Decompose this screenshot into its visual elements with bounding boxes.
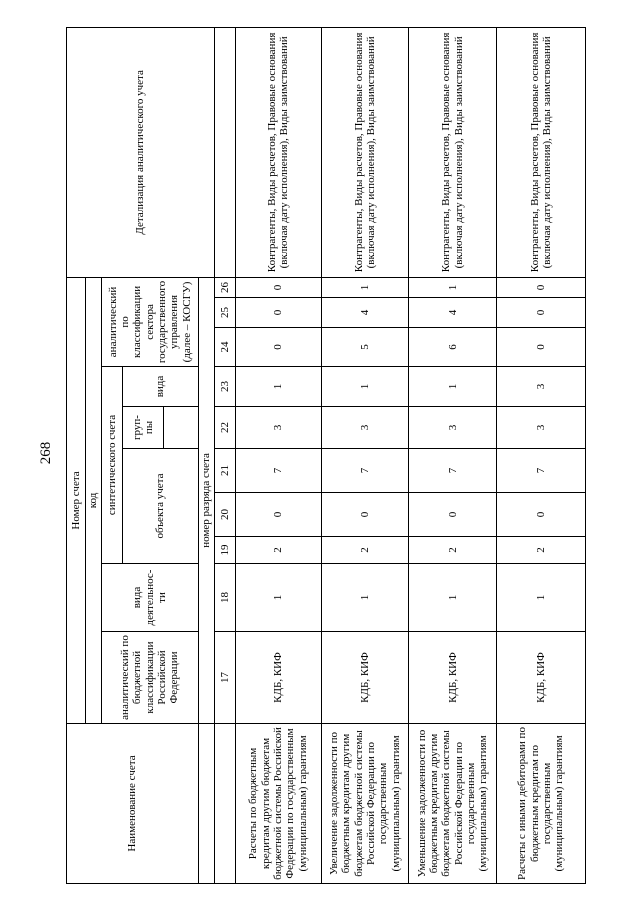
value-cell: КДБ, КИФ	[497, 632, 586, 724]
header-account-name: Наименование счета	[67, 724, 199, 884]
header-analytic-budget: аналитический по бюджетной классификации Российской Федерации	[101, 632, 198, 724]
header-account-number: Номер счета	[67, 277, 86, 723]
analytic-detail: Контрагенты, Виды расчетов, Правовые основания (включая дату исполнения), Виды заимствований	[497, 27, 586, 277]
value-cell: 0	[235, 493, 321, 537]
table-row	[497, 27, 586, 883]
value-cell: 0	[497, 328, 586, 367]
account-name: Расчеты с иными дебиторами по бюджетным кредитам по государственным (муниципальным) гарантиям	[497, 724, 586, 884]
value-cell: 1	[409, 564, 497, 632]
value-cell: 0	[497, 277, 586, 297]
digit-label: 21	[214, 449, 235, 493]
page-number: 268	[38, 441, 54, 465]
header-account-object: объекта учета	[122, 449, 198, 564]
header-analytic-kosgu: аналитический по классификации сектора государственного управления (далее – КОСГУ)	[101, 277, 198, 366]
table-row	[409, 27, 497, 883]
table-row	[235, 27, 321, 883]
digit-label: 24	[214, 328, 235, 367]
value-cell: 2	[321, 537, 409, 564]
value-cell: 3	[409, 407, 497, 449]
value-cell: КДБ, КИФ	[321, 632, 409, 724]
value-cell: 0	[235, 298, 321, 328]
value-cell: 7	[321, 449, 409, 493]
header-groups-cont	[164, 407, 198, 449]
header-kind: вида	[122, 367, 198, 407]
digit-label: 20	[214, 493, 235, 537]
account-name: Уменьшение задолженности по бюджетным кредитам другим бюджетам бюджетной системы Российской Федерации по государственным (муниципальным) гарантиям	[409, 724, 497, 884]
account-name: Увеличение задолженности по бюджетным кредитам другим бюджетам бюджетной системы Российской Федерации по государственным (муниципальным) гарантиям	[321, 724, 409, 884]
header-digit-number: номер разряда счета	[198, 277, 214, 723]
value-cell: 2	[409, 537, 497, 564]
digit-label: 22	[214, 407, 235, 449]
accounts-table	[66, 27, 586, 884]
value-cell: 3	[497, 367, 586, 407]
digit-label: 25	[214, 298, 235, 328]
value-cell: 6	[409, 328, 497, 367]
value-cell: 0	[235, 277, 321, 297]
value-cell: 5	[321, 328, 409, 367]
value-cell: 3	[321, 407, 409, 449]
value-cell: 1	[409, 277, 497, 297]
analytic-detail: Контрагенты, Виды расчетов, Правовые основания (включая дату исполнения), Виды заимствований	[235, 27, 321, 277]
value-cell: 1	[409, 367, 497, 407]
digit-label: 26	[214, 277, 235, 297]
value-cell: 1	[321, 277, 409, 297]
digit-label: 23	[214, 367, 235, 407]
value-cell: 4	[321, 298, 409, 328]
value-cell: 1	[497, 564, 586, 632]
digit-label-blank	[214, 724, 235, 884]
value-cell: 0	[321, 493, 409, 537]
value-cell: 1	[235, 367, 321, 407]
value-cell: 7	[497, 449, 586, 493]
value-cell: 1	[321, 564, 409, 632]
rotated-table-wrapper	[66, 28, 586, 884]
account-name: Расчеты по бюджетным кредитам другим бюджетам бюджетной системы Российской Федерации по государственным (муниципальным) гарантиям	[235, 724, 321, 884]
digit-label: 17	[214, 632, 235, 724]
value-cell: 7	[409, 449, 497, 493]
value-cell: 7	[235, 449, 321, 493]
header-activity-type: вида деятельнос-ти	[101, 564, 198, 632]
value-cell: 2	[235, 537, 321, 564]
value-cell: 2	[497, 537, 586, 564]
digit-label-blank	[214, 27, 235, 277]
header-groups: груп-пы	[122, 407, 164, 449]
value-cell: 3	[497, 407, 586, 449]
value-cell: 0	[235, 328, 321, 367]
digit-label: 18	[214, 564, 235, 632]
header-account-name-cont	[198, 724, 214, 884]
value-cell: 1	[321, 367, 409, 407]
header-synthetic: синтетического счета	[101, 367, 122, 564]
value-cell: 0	[497, 298, 586, 328]
analytic-detail: Контрагенты, Виды расчетов, Правовые основания (включая дату исполнения), Виды заимствований	[321, 27, 409, 277]
header-code: код	[85, 277, 101, 723]
analytic-detail: Контрагенты, Виды расчетов, Правовые основания (включая дату исполнения), Виды заимствований	[409, 27, 497, 277]
value-cell: 0	[497, 493, 586, 537]
value-cell: 0	[409, 493, 497, 537]
value-cell: 3	[235, 407, 321, 449]
digit-label: 19	[214, 537, 235, 564]
value-cell: 4	[409, 298, 497, 328]
value-cell: 1	[235, 564, 321, 632]
header-analytic-detail: Детализация аналитического учета	[67, 27, 215, 277]
table-row	[321, 27, 409, 883]
value-cell: КДБ, КИФ	[409, 632, 497, 724]
value-cell: КДБ, КИФ	[235, 632, 321, 724]
